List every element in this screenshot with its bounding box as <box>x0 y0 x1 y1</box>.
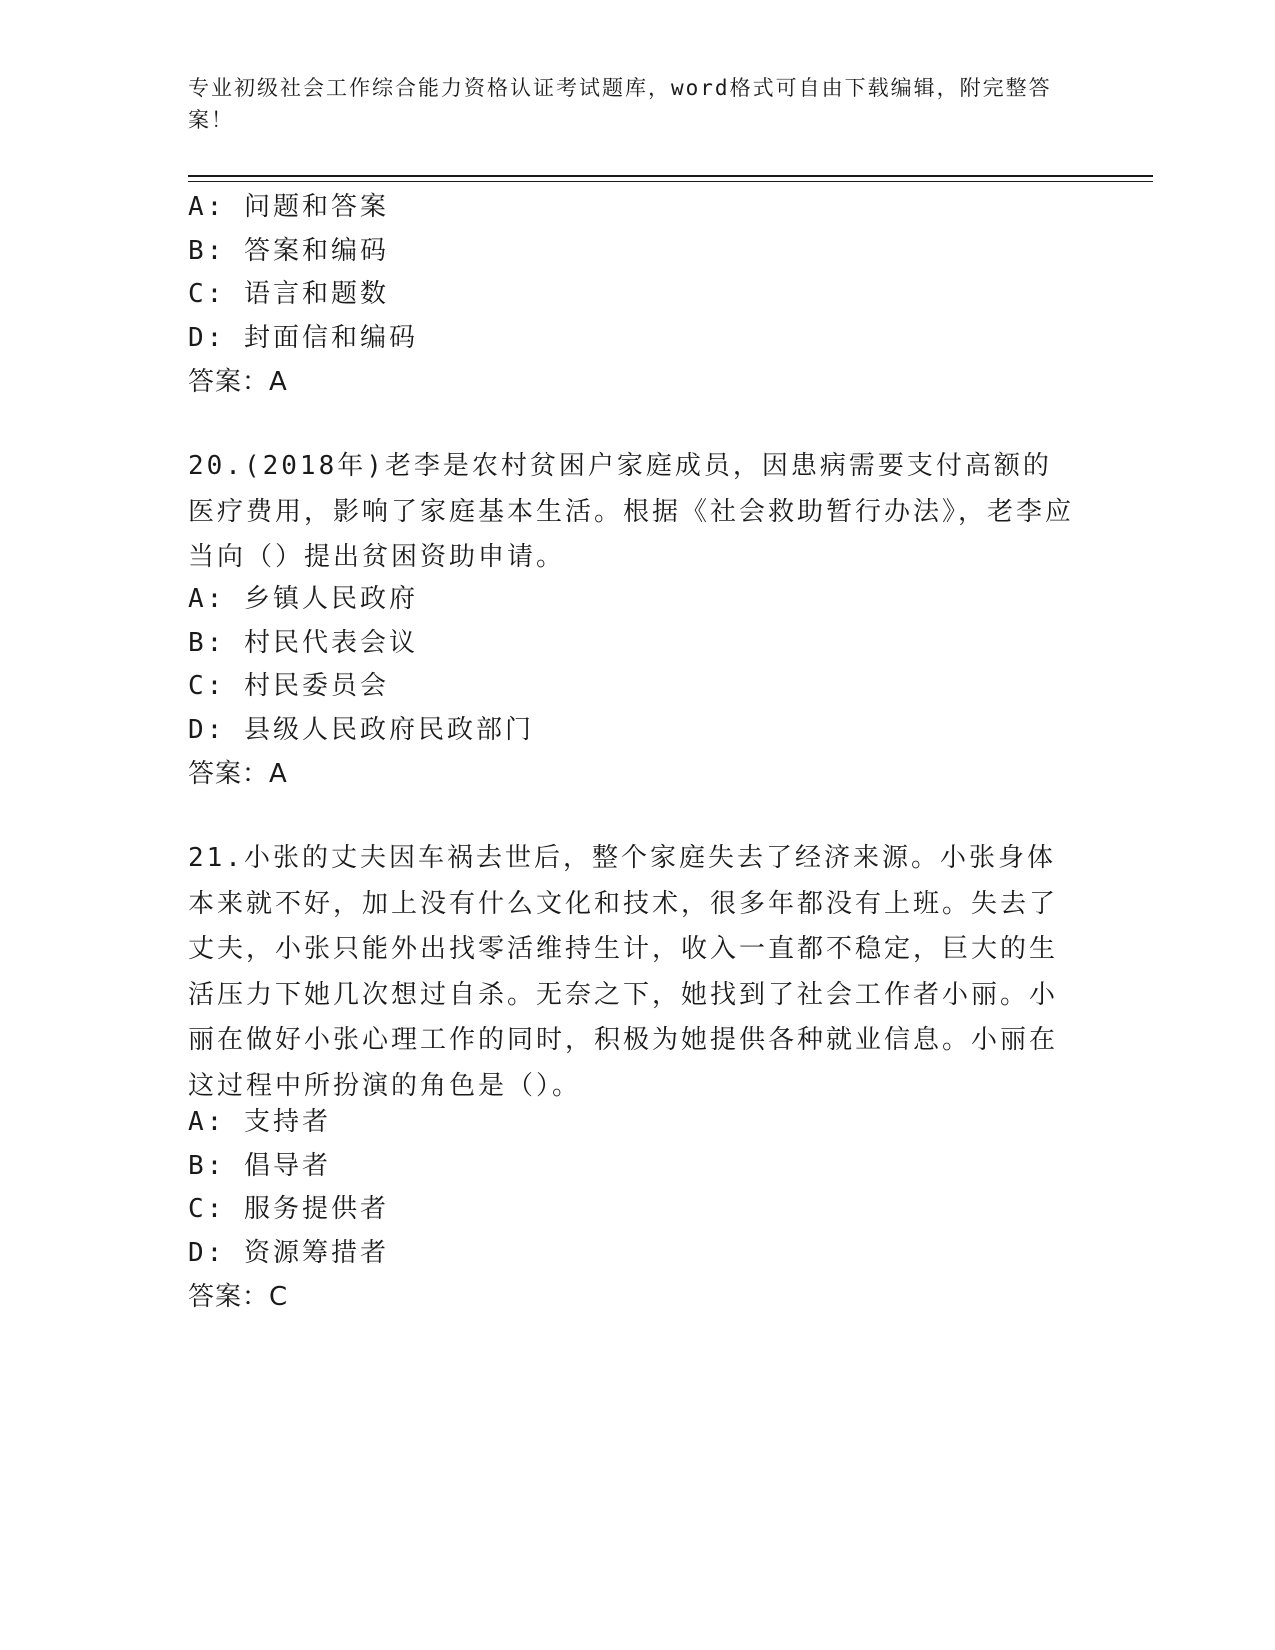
q20-stem: 20.(2018年)老李是农村贫困户家庭成员，因患病需要支付高额的医疗费用，影响了家庭基本生活。根据《社会救助暂行办法》，老李应当向（）提出贫困资助申请。 <box>188 451 1075 572</box>
q21-question <box>188 836 1078 1109</box>
page-header: 专业初级社会工作综合能力资格认证考试题库，word格式可自由下载编辑，附完整答案！ <box>188 76 1052 132</box>
q19-option-c: C: 语言和题数 <box>188 279 389 309</box>
q21-answer: 答案：C <box>188 1282 289 1312</box>
q20-option-d: D: 县级人民政府民政部门 <box>188 715 534 745</box>
q21-option-c: C: 服务提供者 <box>188 1194 389 1224</box>
q19-option-d: D: 封面信和编码 <box>188 323 418 353</box>
q21-option-b: B: 倡导者 <box>188 1151 331 1181</box>
header-divider-thin <box>188 181 1153 182</box>
q19-option-b: B: 答案和编码 <box>188 236 389 266</box>
q20-answer: 答案：A <box>188 759 288 789</box>
q19-answer: 答案：A <box>188 367 288 397</box>
q20-question <box>188 444 1078 581</box>
q21-stem: 21.小张的丈夫因车祸去世后，整个家庭失去了经济来源。小张身体本来就不好，加上没有什么文化和技术，很多年都没有上班。失去了丈夫，小张只能外出找零活维持生计，收入一直都不稳定，巨大的生活压力下她几次想过自杀。无奈之下，她找到了社会工作者小丽。小丽在做好小张心理工作的同时，积极为她提供各种就业信息。小丽在这过程中所扮演的角色是（）。 <box>188 843 1059 1101</box>
q21-option-a: A: 支持者 <box>188 1107 331 1137</box>
q20-option-c: C: 村民委员会 <box>188 671 389 701</box>
q20-option-b: B: 村民代表会议 <box>188 628 418 658</box>
header-divider-thick <box>188 175 1153 177</box>
q19-option-a: A: 问题和答案 <box>188 192 389 222</box>
q21-option-d: D: 资源筹措者 <box>188 1238 389 1268</box>
q20-option-a: A: 乡镇人民政府 <box>188 584 418 614</box>
